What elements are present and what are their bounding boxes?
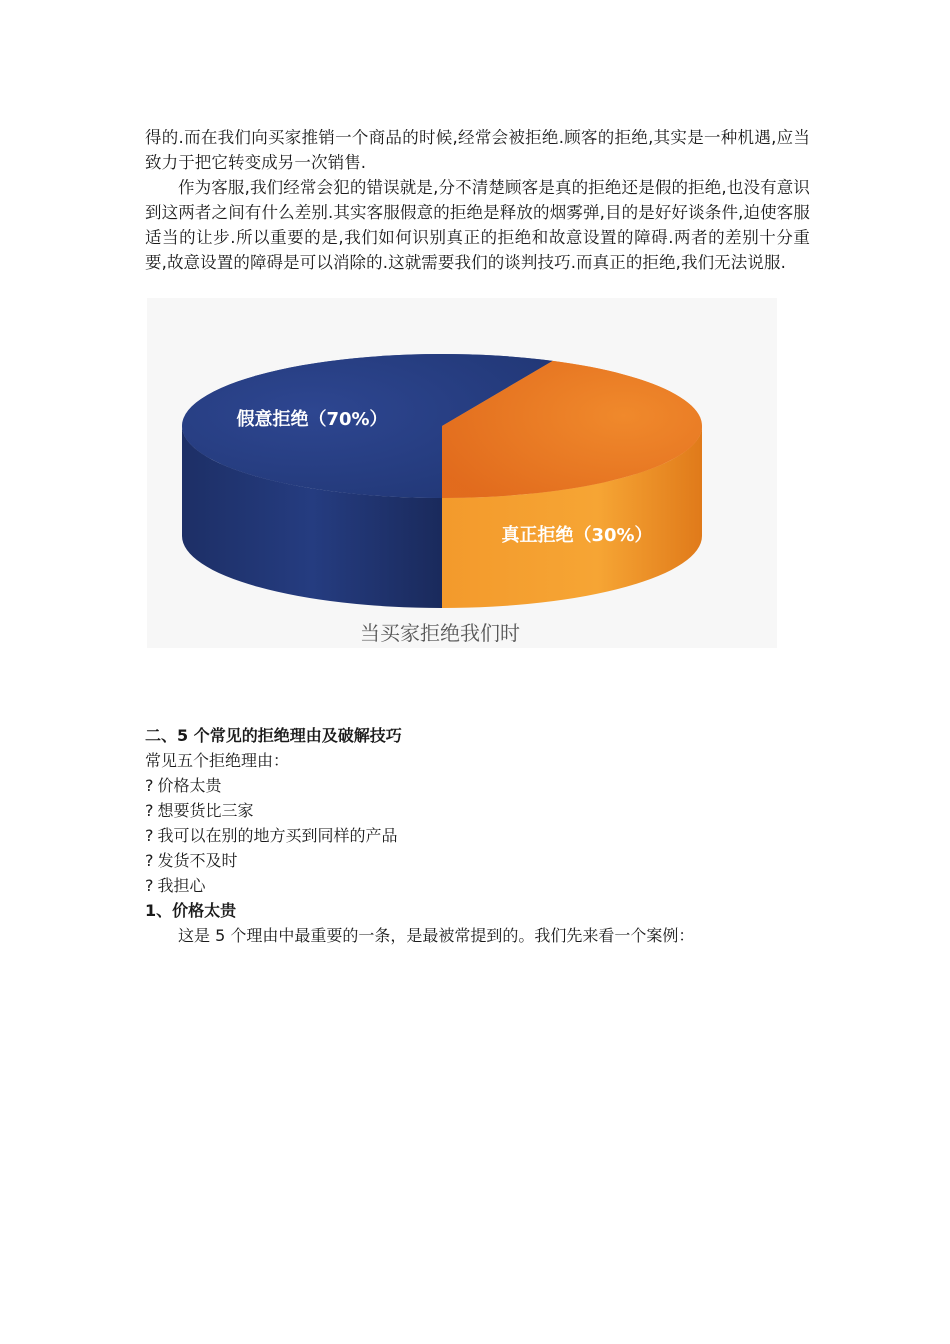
bullet-marker: ? [145,826,154,845]
slice-label-false-refusal: 假意拒绝（70%） [236,409,388,430]
reason-text: 我可以在别的地方买到同样的产品 [157,826,398,845]
chart-title: 当买家拒绝我们时 [360,623,520,645]
bullet-marker: ? [145,801,154,820]
bullet-marker: ? [145,776,154,795]
pie-chart [147,298,777,648]
reason-text: 价格太贵 [157,776,222,795]
pie-chart-figure [147,298,777,648]
reason-text: 想要货比三家 [157,801,254,820]
list-item [145,849,238,873]
intro-paragraph: 得的.而在我们向买家推销一个商品的时候,经常会被拒绝.顾客的拒绝,其实是一种机遇,应当致力于把它转变成另一次销售. [145,128,810,172]
list-item [145,799,254,823]
bullet-marker: ? [145,876,154,895]
bullet-marker: ? [145,851,154,870]
section-heading: 二、5 个常见的拒绝理由及破解技巧 [145,726,402,745]
subheading: 1、价格太贵 [145,901,237,920]
reason-text: 我担心 [157,876,206,895]
slice-label-true-refusal: 真正拒绝（30%） [501,525,653,546]
list-item [145,824,398,848]
list-item [145,774,222,798]
body-paragraph: 作为客服,我们经常会犯的错误就是,分不清楚顾客是真的拒绝还是假的拒绝,也没有意识到这两者之间有什么差别.其实客服假意的拒绝是释放的烟雾弹,目的是好好谈条件,迫使客服适当的让步.所以重要的是,我们如何识别真正的拒绝和故意设置的障碍.两者的差别十分重要,故意设置的障碍是可以消除的.这就需要我们的谈判技巧.而真正的拒绝,我们无法说服. [145,178,810,272]
reason-text: 发货不及时 [157,851,238,870]
list-item [145,874,206,898]
reasons-intro: 常见五个拒绝理由： [145,751,290,770]
case-intro: 这是 5 个理由中最重要的一条，是最被常提到的。我们先来看一个案例： [178,926,695,945]
